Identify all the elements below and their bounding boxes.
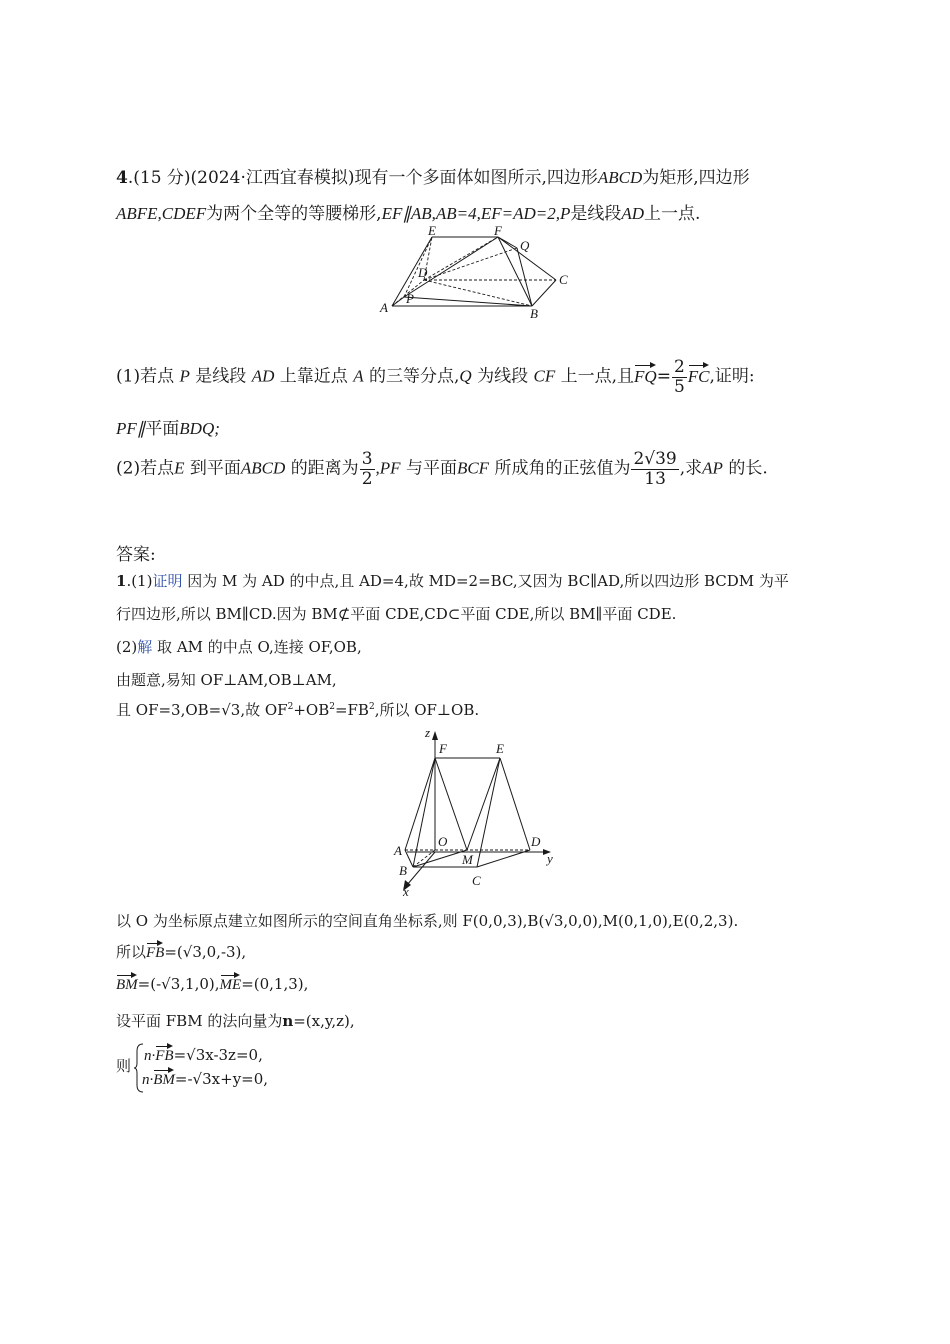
vector-FC: FC bbox=[688, 362, 710, 387]
p1c-text: BDQ; bbox=[179, 419, 220, 438]
problem-line-2 bbox=[116, 199, 700, 224]
solution-tag: 解 bbox=[137, 638, 153, 656]
ans-text: 所以 bbox=[116, 943, 147, 961]
ans-text: (2) bbox=[116, 638, 138, 656]
p2-text: 所成角的正弦值为 bbox=[494, 458, 631, 479]
fraction-2-5 bbox=[672, 358, 687, 396]
p1-text: 为线段 bbox=[477, 366, 529, 387]
p2-text: 与平面 bbox=[405, 458, 457, 479]
vector-FB: FB bbox=[146, 940, 164, 962]
answer-number: 1 bbox=[116, 572, 127, 590]
stem-text: ABCD bbox=[597, 168, 643, 187]
p2-text: 到平面 bbox=[189, 458, 241, 479]
proof-tag: 证明 bbox=[152, 572, 183, 590]
vector-BM: BM bbox=[116, 972, 138, 994]
equation-row-2 bbox=[142, 1067, 268, 1089]
p2-text: E bbox=[174, 458, 185, 478]
stem-text: 为两个全等的等腰梯形, bbox=[206, 204, 382, 224]
ans-text: =(-√3,1,0), bbox=[137, 975, 220, 993]
p1-text: CF bbox=[533, 366, 556, 386]
frac-den: 2 bbox=[361, 468, 373, 489]
p1-text: 上一点,且 bbox=[560, 366, 635, 387]
ans-sup: 2 bbox=[287, 702, 294, 712]
stem-text: EF∥AB,AB=4,EF=AD=2,P bbox=[381, 204, 571, 223]
fig2-label-B: B bbox=[399, 863, 407, 878]
vector-FB-eq: FB bbox=[155, 1043, 173, 1065]
answer-line-8 bbox=[116, 972, 308, 994]
fig1-label-Q: Q bbox=[520, 238, 530, 253]
stem-text: 是线段 bbox=[570, 204, 622, 224]
fig2-label-E: E bbox=[496, 741, 504, 756]
answer-line-7 bbox=[116, 940, 246, 962]
part2-line bbox=[116, 450, 768, 488]
ans-text: 且 OF=3,OB=√3,故 OF bbox=[116, 701, 288, 719]
answer-line-5 bbox=[116, 699, 479, 720]
fig2-label-A: A bbox=[394, 843, 402, 858]
fig2-label-F: F bbox=[439, 741, 447, 756]
p1-text: AD bbox=[251, 366, 275, 386]
coordinate-figure bbox=[385, 725, 565, 897]
eq-text: =√3x-3z=0, bbox=[173, 1046, 263, 1064]
ans-text: =FB bbox=[334, 701, 369, 719]
vector-FQ: FQ bbox=[634, 362, 657, 387]
fig2-label-y: y bbox=[547, 851, 553, 866]
frac-den: 5 bbox=[673, 376, 685, 397]
p1-text: (1)若点 bbox=[116, 366, 175, 387]
sys-prefix: 则 bbox=[116, 1057, 132, 1075]
problem-line-1 bbox=[116, 163, 750, 188]
equation-row-1 bbox=[144, 1043, 263, 1065]
frac-num: 2 bbox=[673, 357, 685, 377]
fig1-label-A: A bbox=[380, 300, 388, 315]
ans-sup: 2 bbox=[368, 702, 375, 712]
fig1-label-P: P bbox=[406, 291, 414, 306]
eq-text: n· bbox=[144, 1048, 156, 1064]
fig2-label-M: M bbox=[462, 852, 473, 867]
fig1-label-B: B bbox=[530, 306, 538, 321]
ans-text: 因为 M 为 AD 的中点,且 AD=4,故 MD=2=BC,又因为 BC∥AD,所以四边形 BCDM 为平 bbox=[187, 572, 789, 590]
part1-conclusion bbox=[116, 414, 220, 439]
ans-text: =(√3,0,-3), bbox=[164, 943, 247, 961]
p1-text: A bbox=[353, 366, 364, 386]
ans-text: =(x,y,z), bbox=[293, 1012, 355, 1030]
fig1-label-F: F bbox=[494, 223, 502, 238]
fraction-2root39-13 bbox=[631, 450, 678, 488]
p1-text: P bbox=[179, 366, 190, 386]
p1-text: 的三等分点, bbox=[368, 366, 460, 387]
fig2-label-D: D bbox=[531, 834, 541, 849]
answer-line-6: 以 O 为坐标原点建立如图所示的空间直角坐标系,则 F(0,0,3),B(√3,0,0),M(0,1,0),E(0,2,3). bbox=[116, 912, 739, 930]
answer-line-2: 行四边形,所以 BM∥CD.因为 BM⊄平面 CDE,CD⊂平面 CDE,所以 BM∥平面 CDE. bbox=[116, 605, 677, 623]
p1-text: Q bbox=[459, 366, 472, 386]
ans-text: =(0,1,3), bbox=[241, 975, 309, 993]
problem-number: 4 bbox=[116, 168, 128, 188]
eq-text: n· bbox=[142, 1072, 154, 1088]
p2-text: 的距离为 bbox=[290, 458, 359, 479]
answer-line-1 bbox=[116, 570, 789, 591]
fig2-label-O: O bbox=[438, 834, 448, 849]
normal-vector-n: n bbox=[282, 1012, 294, 1030]
answer-heading: 答案: bbox=[116, 545, 156, 565]
p1-text: 上靠近点 bbox=[279, 366, 348, 387]
polyhedron-figure bbox=[372, 222, 582, 322]
stem-text: 为矩形,四边形 bbox=[642, 168, 750, 188]
stem-text: AD bbox=[621, 204, 645, 223]
answer-line-9 bbox=[116, 1010, 355, 1031]
fraction-3-2 bbox=[360, 450, 375, 488]
ans-text: 设平面 FBM 的法向量为 bbox=[116, 1012, 283, 1030]
eq-text: =-√3x+y=0, bbox=[174, 1070, 269, 1088]
p2-text: ,求 bbox=[679, 458, 703, 479]
fig2-label-z: z bbox=[425, 725, 431, 740]
vector-ME: ME bbox=[220, 972, 242, 994]
ans-sup: 2 bbox=[329, 702, 335, 712]
stem-text: 现有一个多面体如图所示,四边形 bbox=[354, 168, 598, 188]
fig1-label-D: D bbox=[418, 265, 428, 280]
p2-text: (2)若点 bbox=[116, 458, 175, 479]
ans-text: .(1) bbox=[126, 572, 153, 590]
p1c-text: PF∥ bbox=[116, 419, 146, 438]
stem-text: 上一点. bbox=[644, 204, 701, 224]
ans-text: 取 AM 的中点 O,连接 OF,OB, bbox=[157, 638, 362, 656]
problem-meta: .(15 分)(2024·江西宜春模拟) bbox=[127, 168, 355, 188]
frac-num: 3 bbox=[361, 449, 373, 469]
p2-text: ABCD bbox=[240, 458, 286, 478]
p2-text: ,PF bbox=[375, 458, 401, 478]
p1c-text: 平面 bbox=[145, 419, 180, 439]
ans-text: +OB bbox=[293, 701, 330, 719]
answer-line-4: 由题意,易知 OF⊥AM,OB⊥AM, bbox=[116, 671, 337, 689]
p2-text: BCF bbox=[456, 458, 490, 478]
p2-text: 的长. bbox=[728, 458, 768, 479]
fig2-label-C: C bbox=[472, 873, 481, 888]
frac-den: 13 bbox=[644, 468, 666, 489]
fig1-label-E: E bbox=[428, 223, 436, 238]
p2-text: AP bbox=[702, 458, 723, 478]
p1-text: ,证明: bbox=[709, 366, 755, 387]
fig2-label-x: x bbox=[403, 884, 409, 897]
p1-eq: = bbox=[656, 366, 671, 387]
ans-text: ,所以 OF⊥OB. bbox=[374, 701, 480, 719]
frac-num: 2√39 bbox=[633, 449, 677, 469]
p1-text: 是线段 bbox=[195, 366, 247, 387]
fig1-label-C: C bbox=[559, 272, 568, 287]
stem-text: ABFE,CDEF bbox=[116, 204, 207, 223]
vector-BM-eq: BM bbox=[153, 1067, 175, 1089]
part1-line bbox=[116, 358, 755, 396]
answer-line-3 bbox=[116, 636, 362, 657]
